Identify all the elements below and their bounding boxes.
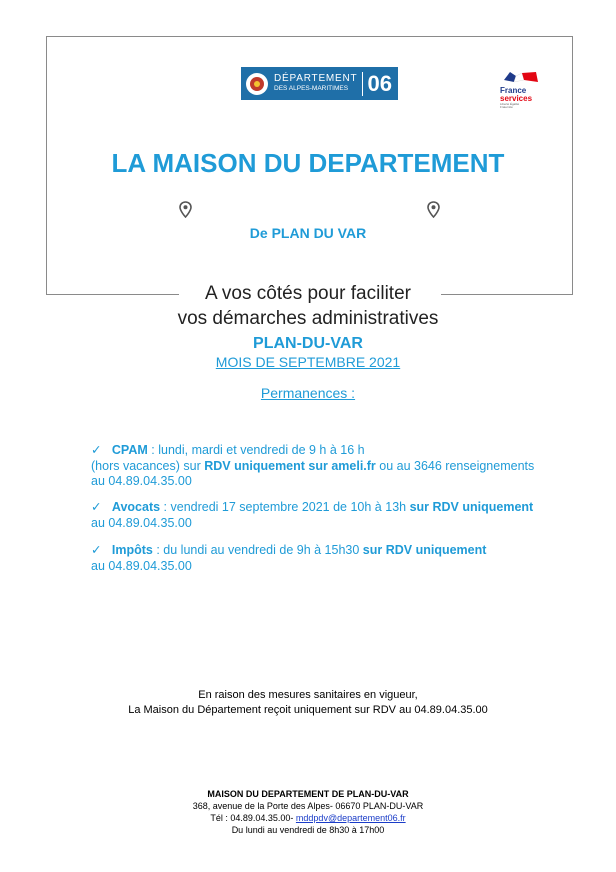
entry-phone: au 04.89.04.35.00: [91, 558, 192, 573]
entry-name: Avocats: [111, 500, 161, 514]
entry-text: : vendredi 17 septembre 2021 de 10h à 13h: [160, 500, 410, 514]
town-name: PLAN-DU-VAR: [253, 335, 363, 352]
tagline-line1: A vos côtés pour faciliter: [205, 283, 411, 304]
footer: [0, 788, 616, 836]
notice-line1: En raison des mesures sanitaires en vigueur,: [198, 689, 418, 701]
footer-phone: Tél : 04.89.04.35.00-: [210, 813, 296, 823]
entry-text: ou au 3646 renseignements: [375, 458, 535, 473]
entry-name: CPAM: [111, 443, 148, 457]
location-pin-icon: [179, 201, 192, 218]
entry-highlight: sur RDV uniquement: [362, 543, 487, 557]
tagline-line2: vos démarches administratives: [177, 308, 439, 329]
department-logo-number: 06: [367, 70, 392, 96]
list-item-impots: [91, 543, 551, 574]
entry-highlight: RDV uniquement sur ameli.fr: [204, 458, 376, 473]
checkmark-icon: ✓: [91, 443, 102, 457]
department-logo-text: [274, 74, 357, 94]
month-heading: MOIS DE SEPTEMBRE 2021: [215, 354, 401, 370]
checkmark-icon: ✓: [91, 543, 102, 557]
entry-highlight: sur RDV uniquement: [409, 500, 534, 514]
france-services-logo: [500, 70, 540, 118]
entry-name: Impôts: [111, 543, 153, 557]
department-logo: [241, 67, 398, 100]
checkmark-icon: ✓: [91, 500, 102, 514]
page-subtitle: De PLAN DU VAR: [249, 225, 367, 241]
permanences-heading: Permanences :: [260, 385, 356, 401]
france-services-word1: France: [500, 86, 527, 95]
entry-text: : du lundi au vendredi de 9h à 15h30: [152, 543, 363, 557]
department-logo-separator: [362, 72, 363, 96]
france-flag-icon: [502, 70, 538, 84]
department-logo-line2: DES ALPES-MARITIMES: [274, 84, 349, 92]
france-services-word2: services: [500, 94, 533, 103]
footer-name: MAISON DU DEPARTEMENT DE PLAN-DU-VAR: [207, 789, 409, 799]
entry-text: : lundi, mardi et vendredi de 9 h à 16 h: [147, 443, 365, 457]
tagline: [0, 281, 616, 331]
entry-phone: au 04.89.04.35.00: [91, 474, 192, 488]
sanitary-notice: [0, 688, 616, 718]
footer-hours: Du lundi au vendredi de 8h30 à 17h00: [231, 825, 385, 835]
france-services-motto: Liberté Égalité Fraternité: [500, 102, 520, 109]
footer-address: 368, avenue de la Porte des Alpes- 06670 PLAN-DU-VAR: [192, 801, 424, 811]
email-link[interactable]: mddpdv@departement06.fr: [295, 813, 406, 823]
notice-line2: La Maison du Département reçoit uniquement sur RDV au 04.89.04.35.00: [128, 704, 488, 716]
page-title: LA MAISON DU DEPARTEMENT: [111, 148, 505, 178]
list-item-avocats: [91, 500, 551, 531]
entry-phone: au 04.89.04.35.00: [91, 515, 192, 530]
location-pin-icon: [427, 201, 440, 218]
list-item-cpam: [91, 443, 551, 490]
department-logo-line1: DÉPARTEMENT: [274, 72, 358, 84]
department-emblem-icon: [246, 73, 268, 95]
entry-text: (hors vacances) sur: [91, 458, 205, 473]
